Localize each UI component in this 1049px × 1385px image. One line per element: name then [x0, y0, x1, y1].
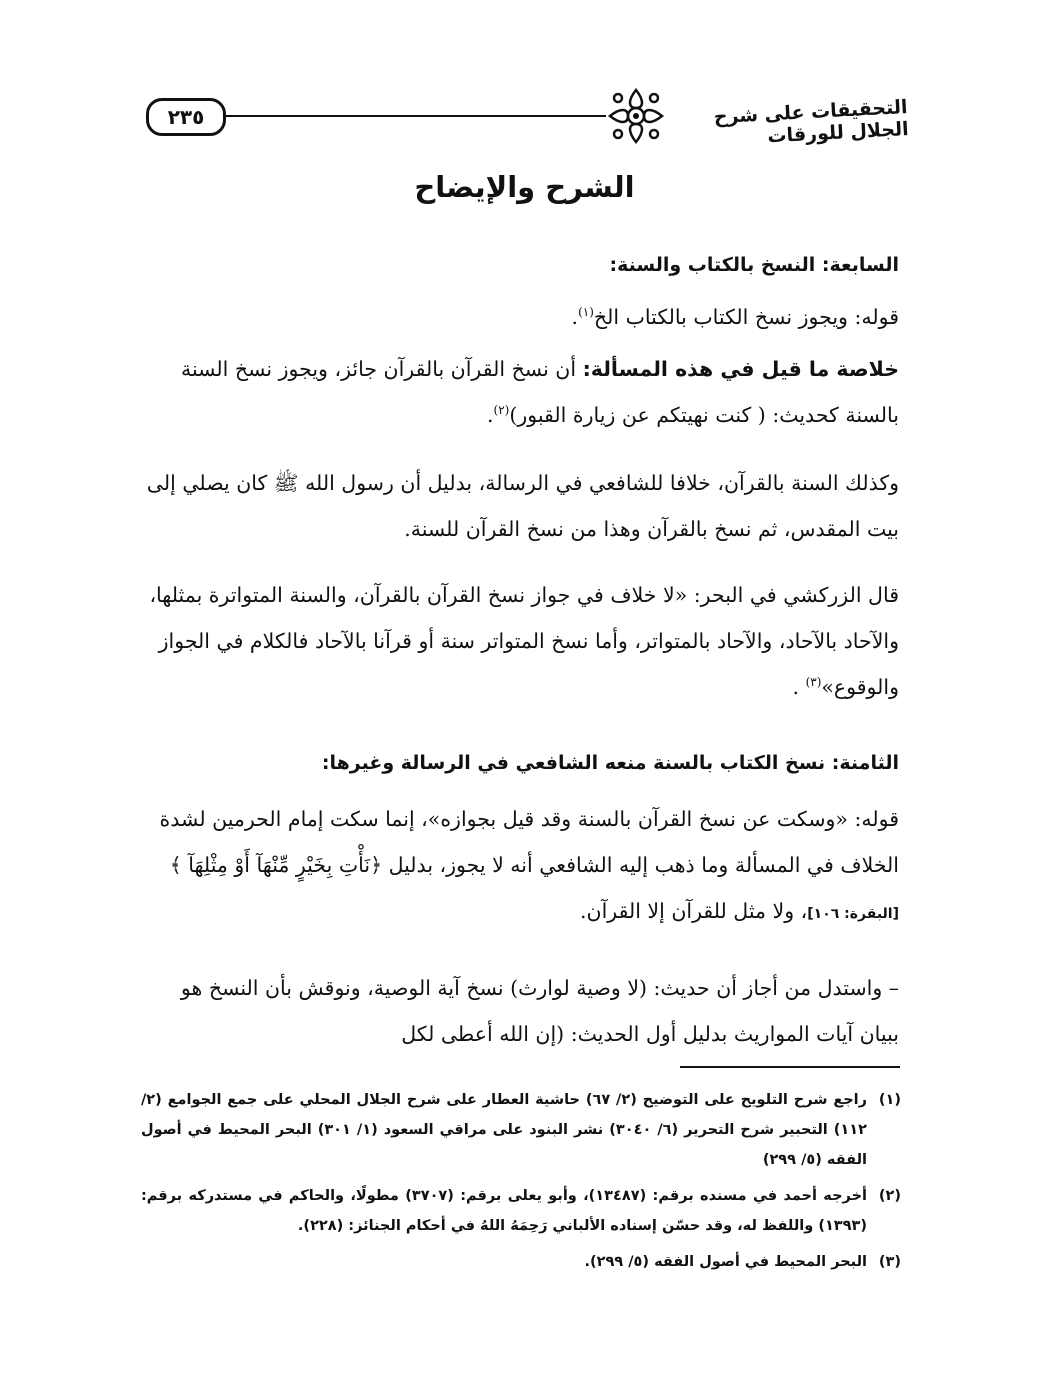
- footnote-1: [141, 1085, 901, 1175]
- quran-citation: [البقرة: ١٠٦]: [807, 906, 899, 922]
- page-header: [140, 78, 910, 148]
- footnote-ref-1: (١): [578, 305, 594, 320]
- footnote-number: (٣): [878, 1254, 901, 1270]
- paragraph-4: قال الزركشي في البحر: «لا خلاف في جواز نسخ القرآن بالقرآن، والسنة المتواترة بمثلها، والآحاد بالآحاد، والآحاد بالمتواتر، وأما نسخ المتواتر سنة أو قرآنا بالآحاد فالكلام في الجواز والوقوع»$^{(٣)}$ .: [149, 583, 899, 699]
- footnote-rule: [680, 1066, 900, 1068]
- footnote-ref-2: (٢): [493, 403, 510, 418]
- floral-ornament-icon: [606, 86, 666, 146]
- paragraph-5: [139, 796, 899, 937]
- page-number: ٢٣٥: [146, 98, 226, 136]
- paragraph-5-end: ، ولا مثل للقرآن إلا القرآن.: [580, 899, 808, 923]
- heading-eighth: الثامنة: نسخ الكتاب بالسنة منعه الشافعي في الرسالة وغيرها:: [321, 752, 899, 774]
- header-rule: [226, 115, 606, 117]
- section-title: الشرح والإيضاح: [414, 170, 635, 204]
- footnote-number: (١): [878, 1092, 901, 1108]
- footnote-number: (٢): [878, 1188, 901, 1204]
- footnote-3: [141, 1247, 901, 1277]
- paragraph-4-text: قال الزركشي في البحر: «لا خلاف في جواز نسخ القرآن بالقرآن، والسنة المتواترة بمثلها، والآحاد بالآحاد، والآحاد بالمتواتر، وأما نسخ المتواتر سنة أو قرآنا بالآحاد فالكلام في الجواز والوقوع»: [149, 583, 899, 699]
- footnote-text: راجع شرح التلويح على التوضيح (٢/ ٦٧) حاشية العطار على شرح الجلال المحلي على جمع الجوامع (٢/ ١١٢) التحبير شرح التحرير (٦/ ٣٠٤٠) نشر البنود على مراقي السعود (١/ ٣٠١) البحر المحيط في أصول الفقه (٥/ ٢٩٩): [141, 1092, 867, 1168]
- running-title: التحقيقات على شرح الجلال للورقات: [713, 96, 910, 148]
- paragraph-2-lead: خلاصة ما قيل في هذه المسألة:: [582, 357, 899, 381]
- footnote-text: البحر المحيط في أصول الفقه (٥/ ٢٩٩).: [584, 1254, 867, 1270]
- paragraph-3: وكذلك السنة بالقرآن، خلافا للشافعي في الرسالة، بدليل أن رسول الله ﷺ كان يصلي إلى بيت المقدس، ثم نسخ بالقرآن وهذا من نسخ القرآن للسنة.: [146, 471, 899, 541]
- footnote-text: أخرجه أحمد في مسنده برقم: (١٣٤٨٧)، وأبو يعلى برقم: (٣٧٠٧) مطولًا، والحاكم في مستدركه برقم: (١٣٩٣) واللفظ له، وقد حسّن إسناده الألباني رَحِمَهُ اللهُ في أحكام الجنائز: (٢٢٨).: [141, 1188, 867, 1234]
- footnote-2: [141, 1181, 901, 1241]
- footnotes: [141, 1085, 901, 1283]
- paragraph-2: خلاصة ما قيل في هذه المسألة: أن نسخ القرآن بالقرآن جائز، ويجوز نسخ السنة بالسنة كحديث: ( كنت نهيتكم عن زيارة القبور)$^{(٢)}$.: [180, 357, 899, 427]
- paragraph-1-text: قوله: ويجوز نسخ الكتاب بالكتاب الخ: [593, 305, 899, 329]
- paragraph-2-text: أن نسخ القرآن بالقرآن جائز، ويجوز نسخ السنة بالسنة كحديث: ( كنت نهيتكم عن زيارة القبور): [180, 357, 899, 427]
- paragraph-5-text: قوله: «وسكت عن نسخ القرآن بالسنة وقد قيل بجوازه»، إنما سكت إمام الحرمين لشدة الخلاف في المسألة وما ذهب إليه الشافعي أنه لا يجوز، بدليل ﴿نَأْتِ بِخَيْرٍ مِّنْهَآ أَوْ مِثْلِهَآ ﴾: [159, 807, 899, 877]
- heading-seventh: السابعة: النسخ بالكتاب والسنة:: [609, 254, 899, 276]
- paragraph-6: – واستدل من أجاز أن حديث: (لا وصية لوارث) نسخ آية الوصية، ونوقش بأن النسخ هو ببيان آيات المواريث بدليل أول الحديث: (إن الله أعطى لكل: [180, 976, 899, 1046]
- paragraph-1: قوله: ويجوز نسخ الكتاب بالكتاب الخ$^{(١)}$.: [571, 305, 899, 329]
- footnote-ref-3: (٣): [805, 675, 822, 690]
